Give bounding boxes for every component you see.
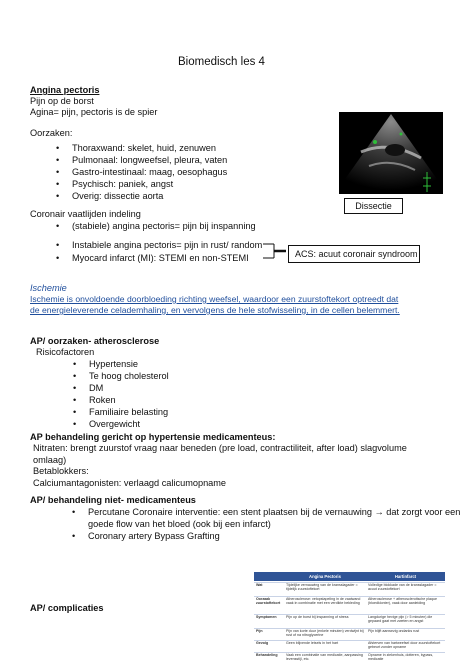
- table-header: [254, 572, 284, 581]
- angina-line: Agina= pijn, pectoris is de spier: [30, 107, 158, 117]
- table-header: Hartinfarct: [366, 572, 445, 581]
- table-row: Symptomen Pijn op de borst bij inspanning of stress Langdurige hevige pijn (> 5 minuten) die gepaard gaat met zweten en angst: [254, 614, 445, 628]
- list-item: • Gastro-intestinaal: maag, oesophagus: [72, 167, 227, 178]
- ap-med-line: Calciumantagonisten: verlaagd calicumopname: [33, 478, 227, 488]
- list-item: • DM: [89, 383, 103, 394]
- list-item: • Myocard infarct (MI): STEMI en non-STEMI: [72, 253, 249, 264]
- table-row: Gevolg Geen blijvende letsels in het hart Afsterven van hartweefsel door zuurstoftekort gebeurt zonder opname: [254, 640, 445, 652]
- page-title: Biomedisch les 4: [178, 56, 265, 68]
- list-item: • Psychisch: paniek, angst: [72, 179, 173, 190]
- acs-label: ACS: acuut coronair syndroom: [288, 245, 420, 263]
- coronair-heading: Coronair vaatlijden indeling: [30, 209, 141, 219]
- table-row: Wat Tijdelijke vernauwing van de kransslagader = tijdelijk zuurstoftekort Volledige blokkade van de kransslagader = acuut zuurstoftekort: [254, 582, 445, 596]
- ischemie-link[interactable]: Ischemie is onvoldoende doorbloeding richting weefsel, waardoor een zuurstoftekort optreedt dat: [30, 294, 399, 304]
- pci-text: Percutane Coronaire interventie: een stent plaatsen bij de vernauwing: [88, 507, 372, 517]
- list-item: • Instabiele angina pectoris= pijn in rust/ random: [72, 240, 262, 251]
- list-item: • Hypertensie: [89, 359, 138, 370]
- list-item: • Pulmonaal: longweefsel, pleura, vaten: [72, 155, 227, 166]
- oorzaken-heading: Oorzaken:: [30, 128, 73, 138]
- ischemie-link[interactable]: de energieleverende celademhaling, en vervolgens de hele stofwisseling, in de cellen belemmert.: [30, 305, 400, 315]
- list-item: [88, 507, 460, 518]
- list-item: • Overgewicht: [89, 419, 140, 430]
- pci-text-cont: dat zorgt voor een: [386, 507, 461, 517]
- table-row: Pijn Pijn van korte duur (enkele minuten) verdwijnt bij rust of na nitroglycerine Pijn blijft aanwezig ondanks rust: [254, 628, 445, 640]
- list-item: • Thoraxwand: skelet, huid, zenuwen: [72, 143, 216, 154]
- ap-med-line: Nitraten: brengt zuurstof vraag naar beneden (pre load, contractiliteit, after load) slagvolume: [33, 443, 407, 453]
- table-row: Behandeling Vaak een combinatie van medicatie, aanpassing levensstijl, etc. Opname in ziekenhuis, dotteren, bypass, medicatie: [254, 652, 445, 665]
- ischemie-heading: Ischemie: [30, 283, 67, 293]
- pci-text-line2: goede flow van het bloed (ook bij een infarct): [88, 519, 271, 529]
- ap-oorzaken-heading: AP/ oorzaken- atherosclerose: [30, 336, 160, 346]
- ultrasound-image: [339, 112, 443, 194]
- list-item: • (stabiele) angina pectoris= pijn bij inspanning: [72, 221, 256, 232]
- angina-heading: Angina pectoris: [30, 85, 100, 95]
- ap-med-line: omlaag): [33, 455, 67, 465]
- ap-complicaties-heading: AP/ complicaties: [30, 603, 104, 613]
- table-row: Oorzaak zuurstoftekort Atherosclerose: vetopstapeling in de vaatwand vaak in combinatie met een verdikte bekleding Atherosclerose + atherosclerotische plaque (bloedklonter), vaak door aanleiding: [254, 596, 445, 614]
- list-item: • Familiaire belasting: [89, 407, 168, 418]
- risicofactoren-label: Risicofactoren: [36, 347, 95, 357]
- ap-med-line: Betablokkers:: [33, 466, 89, 476]
- list-item: • Overig: dissectie aorta: [72, 191, 163, 202]
- list-item: • Coronary artery Bypass Grafting: [88, 531, 220, 542]
- list-item: • Te hoog cholesterol: [89, 371, 169, 382]
- arrow-right-icon: →: [374, 507, 384, 517]
- angina-line: Pijn op de borst: [30, 96, 94, 106]
- dissectie-label: Dissectie: [344, 198, 403, 214]
- list-item: • Roken: [89, 395, 116, 406]
- comparison-table: [254, 572, 445, 664]
- ap-niet-heading: AP/ behandeling niet- medicamenteus: [30, 495, 196, 505]
- table-header: Angina Pectoris: [284, 572, 366, 581]
- ap-med-heading: AP behandeling gericht op hypertensie medicamenteus:: [30, 432, 276, 442]
- bracket-arrow: [262, 239, 290, 267]
